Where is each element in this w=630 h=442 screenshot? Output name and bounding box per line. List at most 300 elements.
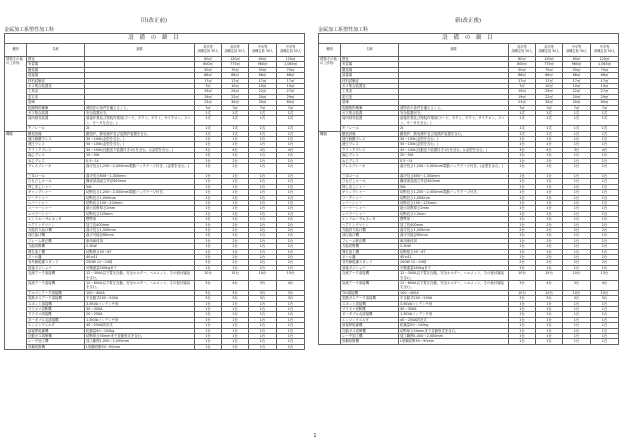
cap1-value: 1台	[195, 233, 222, 238]
equipment-table	[318, 33, 619, 345]
cap1-value: 1台	[509, 307, 536, 312]
cap2-value: 1台	[536, 244, 563, 249]
cap2-value: 1台	[536, 158, 563, 163]
cap4-value: 1,065㎡	[277, 62, 305, 67]
cap3-value: 1台	[563, 307, 591, 312]
header-spec: 摘要	[399, 44, 509, 57]
table-body	[319, 57, 619, 345]
item-spec: 40～250A防音式	[85, 323, 195, 328]
cap4-value: 1台	[277, 334, 305, 339]
cap1-value: 10台	[195, 271, 222, 281]
cap1-value: 60㎡	[509, 57, 536, 62]
cap4-value: 2台	[591, 227, 619, 232]
cap3-value: 1台	[563, 173, 591, 178]
item-name: 直流アーク溶接機	[27, 281, 85, 291]
item-spec: 0.5～1t	[399, 158, 509, 163]
item-spec: 可搬重量500kgまで	[85, 265, 195, 270]
item-spec: 切断長さ150～220mm	[85, 200, 195, 205]
cap2-value: 1式	[222, 131, 249, 136]
cap3-value: 1台	[249, 153, 277, 158]
item-name: 万能切断機	[27, 244, 85, 249]
cap3-value: 10台	[249, 271, 277, 281]
item-name: 三本ロール	[27, 173, 85, 178]
cap2-value: 1式	[222, 126, 249, 131]
item-spec: 消防法の条件を備えること。	[85, 105, 195, 110]
cap4-value: 4台	[591, 147, 619, 152]
cap3-value: 3台	[563, 296, 591, 301]
cap3-value: 1台	[563, 190, 591, 195]
cap4-value: 1台	[277, 312, 305, 317]
table-row	[5, 116, 305, 126]
cap1-value: 2台	[509, 260, 536, 265]
cap1-value: 1台	[509, 339, 536, 344]
table-row	[319, 271, 619, 281]
cap3-value: 1台	[249, 206, 277, 211]
item-name: 溶接場	[341, 73, 399, 78]
cap3-value: 1台	[249, 211, 277, 216]
cap1-value: 7㎡	[195, 84, 222, 89]
item-spec: 3.5KVAコンデンサ形	[399, 301, 509, 306]
item-spec: 50t	[85, 184, 195, 189]
cap3-value: 1台	[249, 312, 277, 317]
item-name: ボール盤	[27, 255, 85, 260]
item-name: 更衣室	[341, 94, 399, 99]
item-name: ワークシャー	[27, 195, 85, 200]
cap1-value: 3台	[509, 281, 536, 291]
cap4-value: 60㎡	[277, 100, 305, 105]
cap3-value: 1台	[249, 217, 277, 222]
item-spec: L形鋼切断50～90mm	[85, 344, 195, 349]
cap1-value: 3台	[195, 281, 222, 291]
item-name: レベラーシャー	[341, 211, 399, 216]
cap4-value: 3台	[277, 290, 305, 295]
cap4-value: 1台	[277, 217, 305, 222]
cap3-value: 1式	[249, 131, 277, 136]
cap4-value: 1台	[591, 334, 619, 339]
cap3-value: 3台	[249, 147, 277, 152]
item-name: ヘアリングマシン	[341, 222, 399, 227]
cap4-value: 120㎡	[277, 57, 305, 62]
item-spec: 切断長さ1,000mm	[85, 195, 195, 200]
cap1-value: 66㎡	[195, 73, 222, 78]
item-spec: 構成部品組立外径400mm	[85, 179, 195, 184]
cap1-value: 1台	[509, 200, 536, 205]
cap1-value: 10台	[509, 271, 536, 281]
cap3-value: 22㎡	[249, 89, 277, 94]
item-name: 倉庫	[27, 100, 85, 105]
cap1-value: 1台	[195, 334, 222, 339]
cap4-value: 1台	[591, 195, 619, 200]
cap3-value: 1台	[563, 137, 591, 142]
item-name: 偏心プレス	[341, 153, 399, 158]
new-version-pane	[318, 0, 618, 442]
header-group: 中卒等	[257, 45, 268, 50]
cap2-value: 1台	[222, 173, 249, 178]
item-name: 偏心プレス	[27, 153, 85, 158]
item-name: プレスブレーキ	[341, 164, 399, 174]
section-label: 機械	[319, 131, 341, 344]
header-cap3	[563, 44, 591, 57]
cap2-value: 1台	[536, 249, 563, 254]
item-spec: 安全装置付き。	[399, 111, 509, 116]
cap3-value: 60㎡	[563, 57, 591, 62]
table-title: 設 備 の 細 目	[319, 34, 619, 44]
header-cap-label: 訓練定員 30人	[511, 49, 533, 53]
cap1-value: 1台	[195, 265, 222, 270]
item-spec: 12～600A以下電圧自動、安全ホルダー、ヘルメット、その他付属品を含む。	[85, 281, 195, 291]
cap2-value: 1台	[222, 233, 249, 238]
cap3-value: 1台	[563, 184, 591, 189]
item-spec: 30～300A	[399, 307, 509, 312]
cap4-value: 1台	[277, 222, 305, 227]
cap3-value: 50㎡	[563, 67, 591, 72]
item-spec: 30～100t(自動送り装置付き1台を含む。)(金型を含む。)	[85, 147, 195, 152]
cap2-value: 1台	[222, 238, 249, 243]
cap3-value: 1式	[249, 116, 277, 126]
item-spec: 曲げ長さ1,000mm	[85, 227, 195, 232]
cap2-value: 1台	[536, 142, 563, 147]
cap4-value: 1台	[277, 200, 305, 205]
cap2-value: 1台	[536, 328, 563, 333]
item-spec: 切断厚さ50～67	[399, 249, 509, 254]
item-spec: L形鋼切断50～90mm	[399, 339, 509, 344]
cap2-value: 1台	[536, 255, 563, 260]
cap2-value: 2台	[536, 260, 563, 265]
cap4-value: 120㎡	[591, 57, 619, 62]
item-spec: 2t	[85, 126, 195, 131]
cap1-value: 1台	[195, 238, 222, 243]
item-name: ヘアリングマシン	[27, 222, 85, 227]
item-name: 材料試験室	[27, 78, 85, 83]
item-spec: 車用車体用	[399, 238, 509, 243]
cap1-value: 19㎡	[195, 94, 222, 99]
item-spec: 加工長400mm	[399, 222, 509, 227]
cap2-value: 1台	[222, 339, 249, 344]
cap1-value: 50㎡	[509, 67, 536, 72]
cap3-value: 2台	[249, 260, 277, 265]
cap2-value: 1台	[536, 323, 563, 328]
cap2-value: 1式	[536, 116, 563, 126]
cap1-value: 1台	[509, 211, 536, 216]
cap2-value: 1台	[222, 200, 249, 205]
item-spec: 曲げ可能径60mm	[85, 233, 195, 238]
item-spec: 30～300A	[85, 307, 195, 312]
cap3-value: 1台	[249, 222, 277, 227]
cap2-value: 1式	[222, 111, 249, 116]
cap2-value: 3台	[222, 296, 249, 301]
cap2-value: 1台	[222, 206, 249, 211]
item-spec: 50t	[399, 184, 509, 189]
cap2-value: 1台	[222, 344, 249, 349]
table-row	[5, 281, 305, 291]
cap4-value: 1台	[277, 211, 305, 216]
item-name: 教室	[27, 57, 85, 62]
item-name: スポット溶接機	[27, 301, 85, 306]
cap3-value: 1台	[563, 317, 591, 322]
item-name: 万能切断機	[341, 244, 399, 249]
item-spec: 曲げ長さ800～1,300mm	[85, 173, 195, 178]
item-name: 溶接棒乾燥機	[341, 323, 399, 328]
cap2-value: 17㎡	[536, 78, 563, 83]
cap3-value: 1台	[249, 255, 277, 260]
cap4-value: 7㎡	[591, 105, 619, 110]
item-spec: 加工長400mm	[85, 222, 195, 227]
cap1-value: 1台	[509, 142, 536, 147]
cap2-value: 1台	[536, 217, 563, 222]
cap2-value: 15台	[536, 271, 563, 281]
cap4-value: 1台	[591, 317, 619, 322]
cap4-value: 10㎡	[277, 84, 305, 89]
cap2-value: 7㎡	[536, 105, 563, 110]
cap3-value: 10㎡	[563, 84, 591, 89]
cap3-value: 1台	[563, 328, 591, 333]
cap4-value: 1台	[591, 184, 619, 189]
cap2-value: 775㎡	[222, 62, 249, 67]
cap1-value: 1台	[509, 184, 536, 189]
cap3-value: 1台	[249, 158, 277, 163]
cap4-value: 1台	[591, 328, 619, 333]
item-spec: 100～400A	[399, 290, 509, 295]
item-spec: 乾燥量50～100kg	[85, 328, 195, 333]
item-spec: 切断長さ2.2mm	[399, 211, 509, 216]
cap3-value: 3台	[249, 296, 277, 301]
item-name: 油圧曲げ機	[341, 233, 399, 238]
item-name: 炭酸ガスアーク溶接機	[27, 296, 85, 301]
cap1-value: 1台	[195, 244, 222, 249]
item-name: 直流アーク溶接機	[341, 281, 399, 291]
header-name: 名称	[341, 44, 399, 57]
item-spec: 加工範囲1,000～2,000mm	[85, 339, 195, 344]
cap2-value: 70㎡	[222, 67, 249, 72]
header-category: 種別	[319, 44, 341, 57]
cap1-value: 19㎡	[509, 94, 536, 99]
cap1-value: 1式	[195, 116, 222, 126]
table-row	[319, 116, 619, 126]
cap3-value: 1台	[249, 265, 277, 270]
item-name: 液圧鋳鍛プレス	[27, 137, 85, 142]
cap2-value: 1台	[536, 200, 563, 205]
cap3-value: 2台	[249, 227, 277, 232]
cap1-value: 1台	[195, 184, 222, 189]
item-name: TIG溶接機	[341, 290, 399, 295]
cap3-value: 50㎡	[249, 67, 277, 72]
cap1-value: 1台	[195, 211, 222, 216]
item-name: コーナーシャー	[27, 206, 85, 211]
version-label: 新(改正後)	[454, 18, 482, 24]
cap1-value: 1台	[195, 317, 222, 322]
cap2-value: 1台	[222, 265, 249, 270]
cap2-value: 70㎡	[536, 67, 563, 72]
cap4-value: 1台	[277, 255, 305, 260]
cap4-value: 1式	[591, 131, 619, 136]
cap4-value: 29㎡	[277, 94, 305, 99]
cap3-value: 1台	[249, 195, 277, 200]
cap4-value: 1台	[277, 233, 305, 238]
cap2-value: 1台	[222, 158, 249, 163]
cap4-value: 1台	[591, 200, 619, 205]
table-row	[319, 339, 619, 344]
header-cap1	[195, 44, 222, 57]
cap4-value: 70㎡	[277, 67, 305, 72]
cap1-value: 3台	[509, 147, 536, 152]
cap1-value: 1式	[509, 126, 536, 131]
item-name: 油圧曲げ機	[27, 233, 85, 238]
cap1-value: 1台	[195, 158, 222, 163]
cap3-value: 1台	[563, 265, 591, 270]
cap4-value: 1台	[591, 255, 619, 260]
cap3-value: 1台	[249, 233, 277, 238]
item-name: 万能折り曲げ機	[27, 227, 85, 232]
cap3-value: 1台	[563, 153, 591, 158]
item-spec: 切断長さ220mm	[85, 211, 195, 216]
cap4-value: 1台	[591, 323, 619, 328]
item-name: 弾丸加工機	[341, 249, 399, 254]
cap4-value: 1台	[591, 339, 619, 344]
cap3-value: 17㎡	[563, 78, 591, 83]
cap1-value: 7㎡	[195, 105, 222, 110]
item-name: ねじプレス	[27, 158, 85, 163]
cap4-value: 1台	[591, 173, 619, 178]
cap1-value: 1台	[195, 312, 222, 317]
cap2-value: 1台	[222, 244, 249, 249]
cap2-value: 1台	[536, 211, 563, 216]
cap1-value: 1台	[509, 190, 536, 195]
cap2-value: 1台	[222, 307, 249, 312]
cap3-value: 3台	[249, 281, 277, 291]
cap4-value: 17㎡	[277, 78, 305, 83]
item-spec: 可搬重量500kgまで	[399, 265, 509, 270]
item-name: ひもだしロール	[341, 179, 399, 184]
cap3-value: 1台	[563, 323, 591, 328]
cap4-value: 1台	[591, 265, 619, 270]
item-name: 溶接ポジショナ	[27, 265, 85, 270]
cap4-value: 1,065㎡	[591, 62, 619, 67]
cap2-value: 775㎡	[536, 62, 563, 67]
cap2-value: 17㎡	[222, 78, 249, 83]
item-name: プラズマ切断機	[27, 307, 85, 312]
item-spec: 0.5～1t	[85, 158, 195, 163]
cap4-value: 1台	[277, 153, 305, 158]
cap2-value: 1台	[536, 307, 563, 312]
cap4-value: 3台	[277, 296, 305, 301]
cap2-value: 1台	[536, 238, 563, 243]
cap4-value: 17㎡	[591, 78, 619, 83]
cap3-value: 1台	[563, 179, 591, 184]
cap4-value: 1台	[277, 244, 305, 249]
item-spec: 安全装置付き。	[85, 111, 195, 116]
cap3-value: 1台	[563, 164, 591, 174]
cap4-value: 1台	[277, 317, 305, 322]
cap3-value: 1台	[563, 217, 591, 222]
cap4-value: 1台	[277, 238, 305, 243]
cap2-value: 1台	[222, 323, 249, 328]
cap1-value: 23㎡	[195, 100, 222, 105]
cap2-value: 3台	[536, 296, 563, 301]
cap3-value: 1台	[563, 312, 591, 317]
cap3-value: 1台	[249, 344, 277, 349]
item-name: 液圧プレス	[341, 142, 399, 147]
cap2-value: 1台	[536, 301, 563, 306]
cap3-value: 960㎡	[563, 62, 591, 67]
cap2-value: 2台	[222, 260, 249, 265]
cap2-value: 1台	[536, 339, 563, 344]
item-name: 液圧鋳鍛プレス	[341, 137, 399, 142]
table-row	[5, 344, 305, 349]
cap3-value: 1台	[563, 211, 591, 216]
cap4-value: 1台	[277, 195, 305, 200]
cap3-value: 1台	[563, 200, 591, 205]
cap1-value: 1台	[195, 142, 222, 147]
cap1-value: 3台	[195, 147, 222, 152]
cap4-value: 1台	[277, 339, 305, 344]
item-name: ガス集合装置室	[341, 84, 399, 89]
cap1-value: 1台	[195, 217, 222, 222]
item-name: ポータブル点溶接機	[27, 317, 85, 322]
cap1-value: 3台	[195, 290, 222, 295]
cap4-value: 1台	[591, 233, 619, 238]
item-name: 押し出しシャー	[27, 184, 85, 189]
table-row	[319, 190, 619, 195]
item-spec: 3.5KVAコンデンサ形	[85, 301, 195, 306]
header-cap-label: 訓練定員 50人	[538, 49, 560, 53]
cap1-value: 1台	[195, 173, 222, 178]
item-name: 実習場	[27, 62, 85, 67]
cap2-value: 120㎡	[536, 57, 563, 62]
header-cap2	[222, 44, 249, 57]
item-spec: 加工範囲1,000～2,000mm	[399, 334, 509, 339]
item-spec: 2.2kW	[399, 244, 509, 249]
cap2-value: 1台	[222, 249, 249, 254]
cap3-value: 60㎡	[249, 57, 277, 62]
cap3-value: 2台	[563, 227, 591, 232]
cap4-value: 1台	[277, 307, 305, 312]
item-spec: 溶接作業及び塗装作業用(フード、ダクト、ダクト、サイクロン、ファン、モータを含む。)	[85, 116, 195, 126]
cap3-value: 1台	[563, 249, 591, 254]
cap3-value: 1台	[563, 255, 591, 260]
cap3-value: 1台	[249, 307, 277, 312]
cap3-value: 1式	[563, 126, 591, 131]
cap2-value: 1台	[222, 190, 249, 195]
cap3-value: 30㎡	[563, 100, 591, 105]
section-label: 建物その他の工作物	[5, 57, 27, 132]
equipment-table	[4, 33, 305, 350]
cap3-value: 1台	[249, 249, 277, 254]
cap4-value: 4台	[277, 147, 305, 152]
cap2-value: 2台	[536, 227, 563, 232]
cap3-value: 1式	[249, 126, 277, 131]
cap2-value: 1台	[222, 312, 249, 317]
cap3-value: 1台	[249, 137, 277, 142]
cap3-value: 3台	[563, 147, 591, 152]
cap1-value: 1台	[195, 195, 222, 200]
cap4-value: 15台	[277, 271, 305, 281]
header-cap-label: 訓練定員 50人	[224, 49, 246, 53]
item-spec: 30～100t(金型を含む。)	[85, 137, 195, 142]
doc-title: 金属加工系塑性加工科	[318, 27, 369, 33]
item-spec: 鍛造炉、熱処理炉及び加熱炉装置を含む。	[85, 131, 195, 136]
table-title: 設 備 の 細 目	[5, 34, 305, 44]
item-spec: 標準形	[399, 217, 509, 222]
cap4-value: 70㎡	[591, 67, 619, 72]
cap4-value: 1台	[277, 137, 305, 142]
page-number: 1	[313, 433, 317, 439]
cap2-value: 10㎡	[222, 84, 249, 89]
item-spec: 12～300A以下電圧自動、安全ホルダー、ヘルメット、その他付属品を含む。	[399, 271, 509, 281]
item-name: 液圧プレス	[27, 142, 85, 147]
cap1-value: 19㎡	[509, 89, 536, 94]
cap4-value: 1台	[277, 158, 305, 163]
cap4-value: 1台	[277, 265, 305, 270]
